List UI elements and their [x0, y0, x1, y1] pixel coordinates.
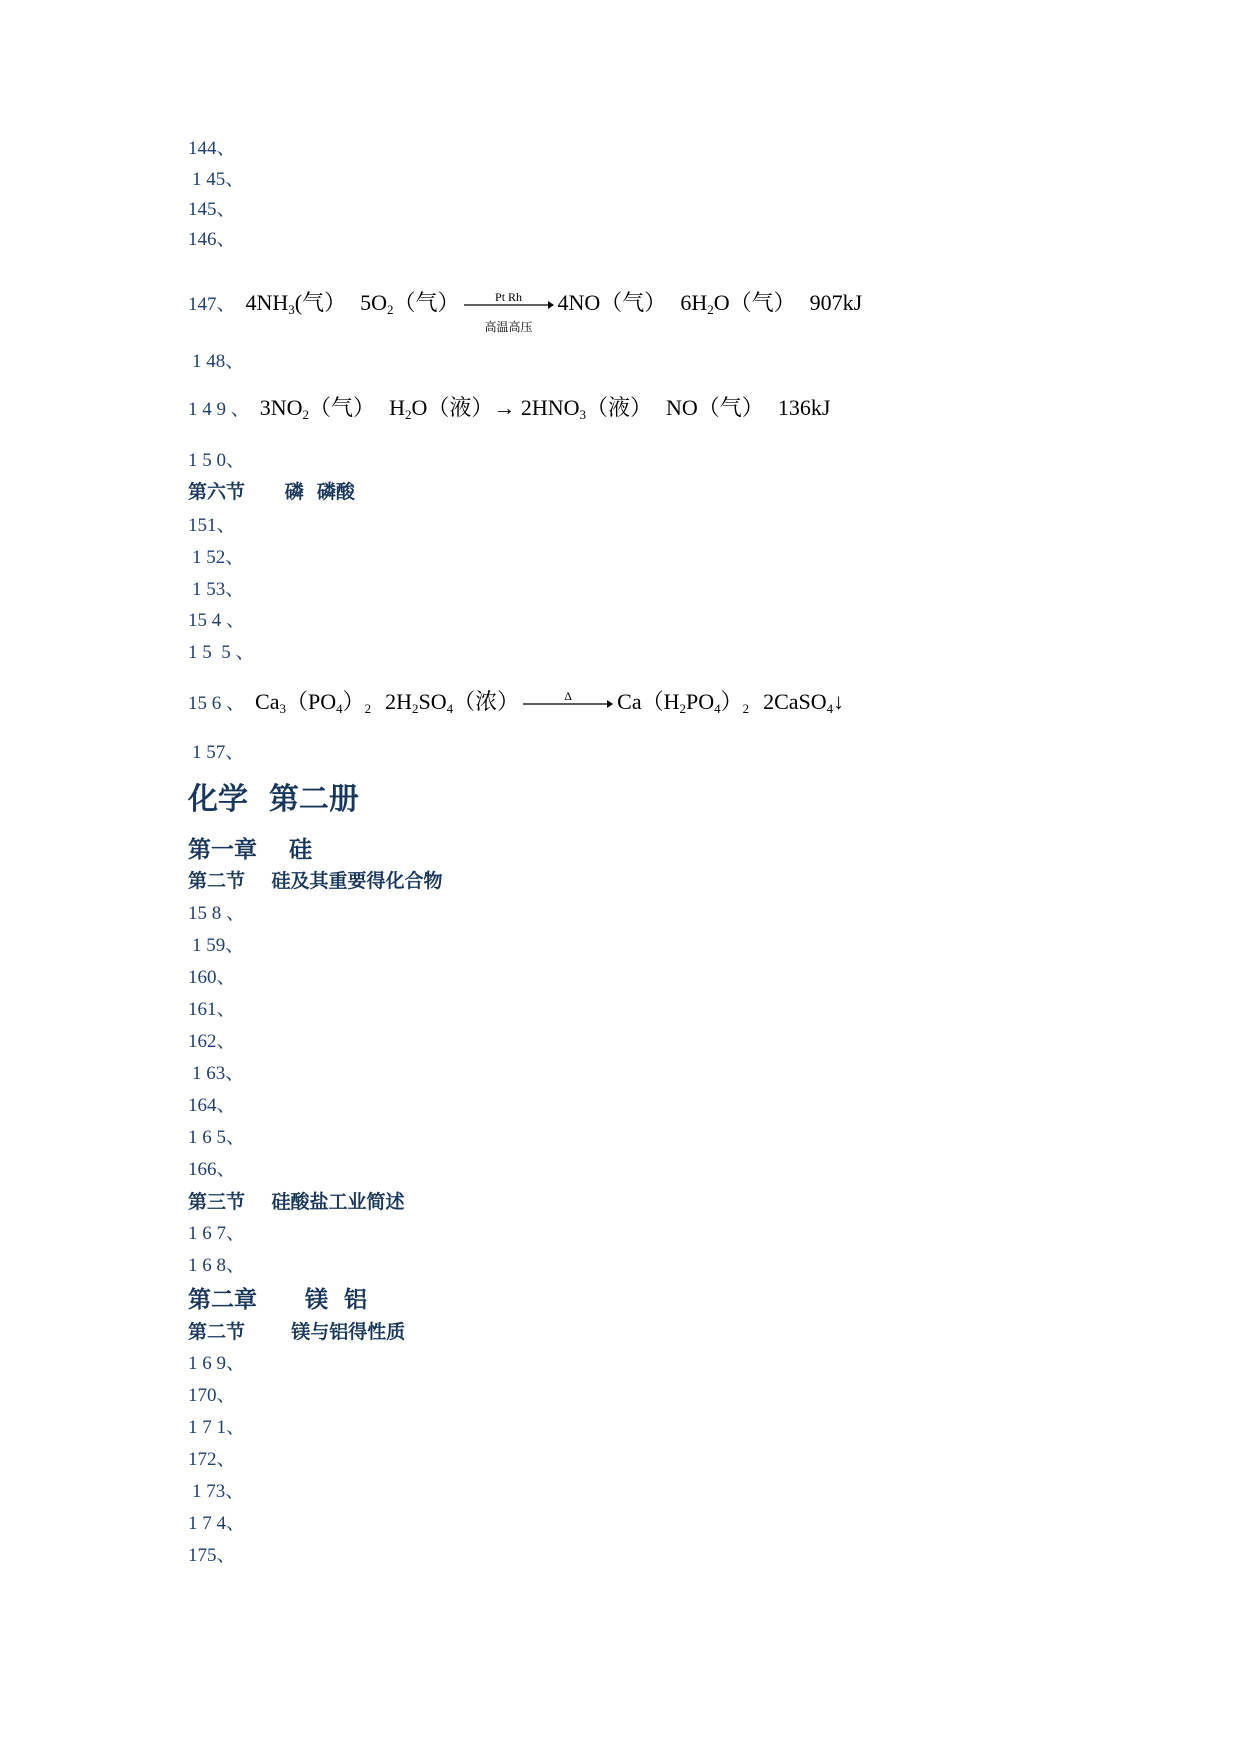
- equation-number: 15 6 、: [188, 693, 246, 714]
- equation-number: 1 4 9 、: [188, 399, 250, 420]
- list-item: 1 45、: [192, 169, 245, 190]
- chapter-heading: 第二章 镁 铝: [188, 1287, 368, 1313]
- list-item: 144、: [188, 138, 236, 159]
- reaction-arrow: Pt Rh 高温高压: [464, 290, 554, 320]
- list-item: 166、: [188, 1159, 236, 1180]
- list-item: 175、: [188, 1545, 236, 1566]
- book-title: 化学 第二册: [188, 782, 359, 817]
- equation-156: 15 6 、 $Ca_3(PO_4)_2$ $2H_2SO_4$（浓） Δ $Ca(H_2PO_4)_2$ 2CaSO$_4$↓: [188, 687, 844, 719]
- list-item: 1 63、: [192, 1063, 245, 1084]
- list-item: 172、: [188, 1449, 236, 1470]
- list-item: 164、: [188, 1095, 236, 1116]
- section-heading: 第三节 硅酸盐工业简述: [188, 1191, 405, 1213]
- list-item: 1 48、: [192, 351, 245, 372]
- list-item: 1 73、: [192, 1481, 245, 1502]
- section-heading: 第二节 镁与铝得性质: [188, 1321, 406, 1343]
- list-item: 170、: [188, 1385, 236, 1406]
- equation-147: 147、 $4NH_3$(气） $5O_2$（气） Pt Rh 高温高压 4NO（气） $6H_2O$（气） 907kJ: [188, 289, 863, 334]
- arrow-icon: [464, 300, 554, 310]
- equation-number: 147、: [188, 294, 236, 315]
- equation-149: 1 4 9 、 $3NO_2$（气） $H_2O$（液）→ $2HNO_3$（液） NO（气） 136kJ: [188, 395, 831, 422]
- list-item: 146、: [188, 229, 236, 250]
- list-item: 1 6 9、: [188, 1353, 246, 1374]
- list-item: 1 6 7、: [188, 1223, 246, 1244]
- chapter-heading: 第一章 硅: [188, 837, 313, 863]
- list-item: 1 5 0、: [188, 450, 246, 471]
- section-heading: 第二节 硅及其重要得化合物: [188, 870, 443, 892]
- list-item: 1 52、: [192, 547, 245, 568]
- list-item: 162、: [188, 1031, 236, 1052]
- list-item: 160、: [188, 967, 236, 988]
- list-item: 15 8 、: [188, 903, 246, 924]
- list-item: 1 59、: [192, 935, 245, 956]
- arrow-icon: [523, 699, 613, 709]
- list-item: 1 7 4、: [188, 1513, 246, 1534]
- list-item: 1 6 8、: [188, 1255, 246, 1276]
- list-item: 1 57、: [192, 742, 245, 763]
- list-item: 1 5 5 、: [188, 642, 255, 663]
- list-item: 151、: [188, 515, 236, 536]
- list-item: 145、: [188, 199, 236, 220]
- list-item: 1 6 5、: [188, 1127, 246, 1148]
- list-item: 1 53、: [192, 579, 245, 600]
- list-item: 1 7 1、: [188, 1417, 246, 1438]
- list-item: 15 4 、: [188, 610, 246, 631]
- reaction-arrow: Δ: [523, 689, 613, 719]
- section-heading: 第六节 磷 磷酸: [188, 481, 355, 503]
- list-item: 161、: [188, 999, 236, 1020]
